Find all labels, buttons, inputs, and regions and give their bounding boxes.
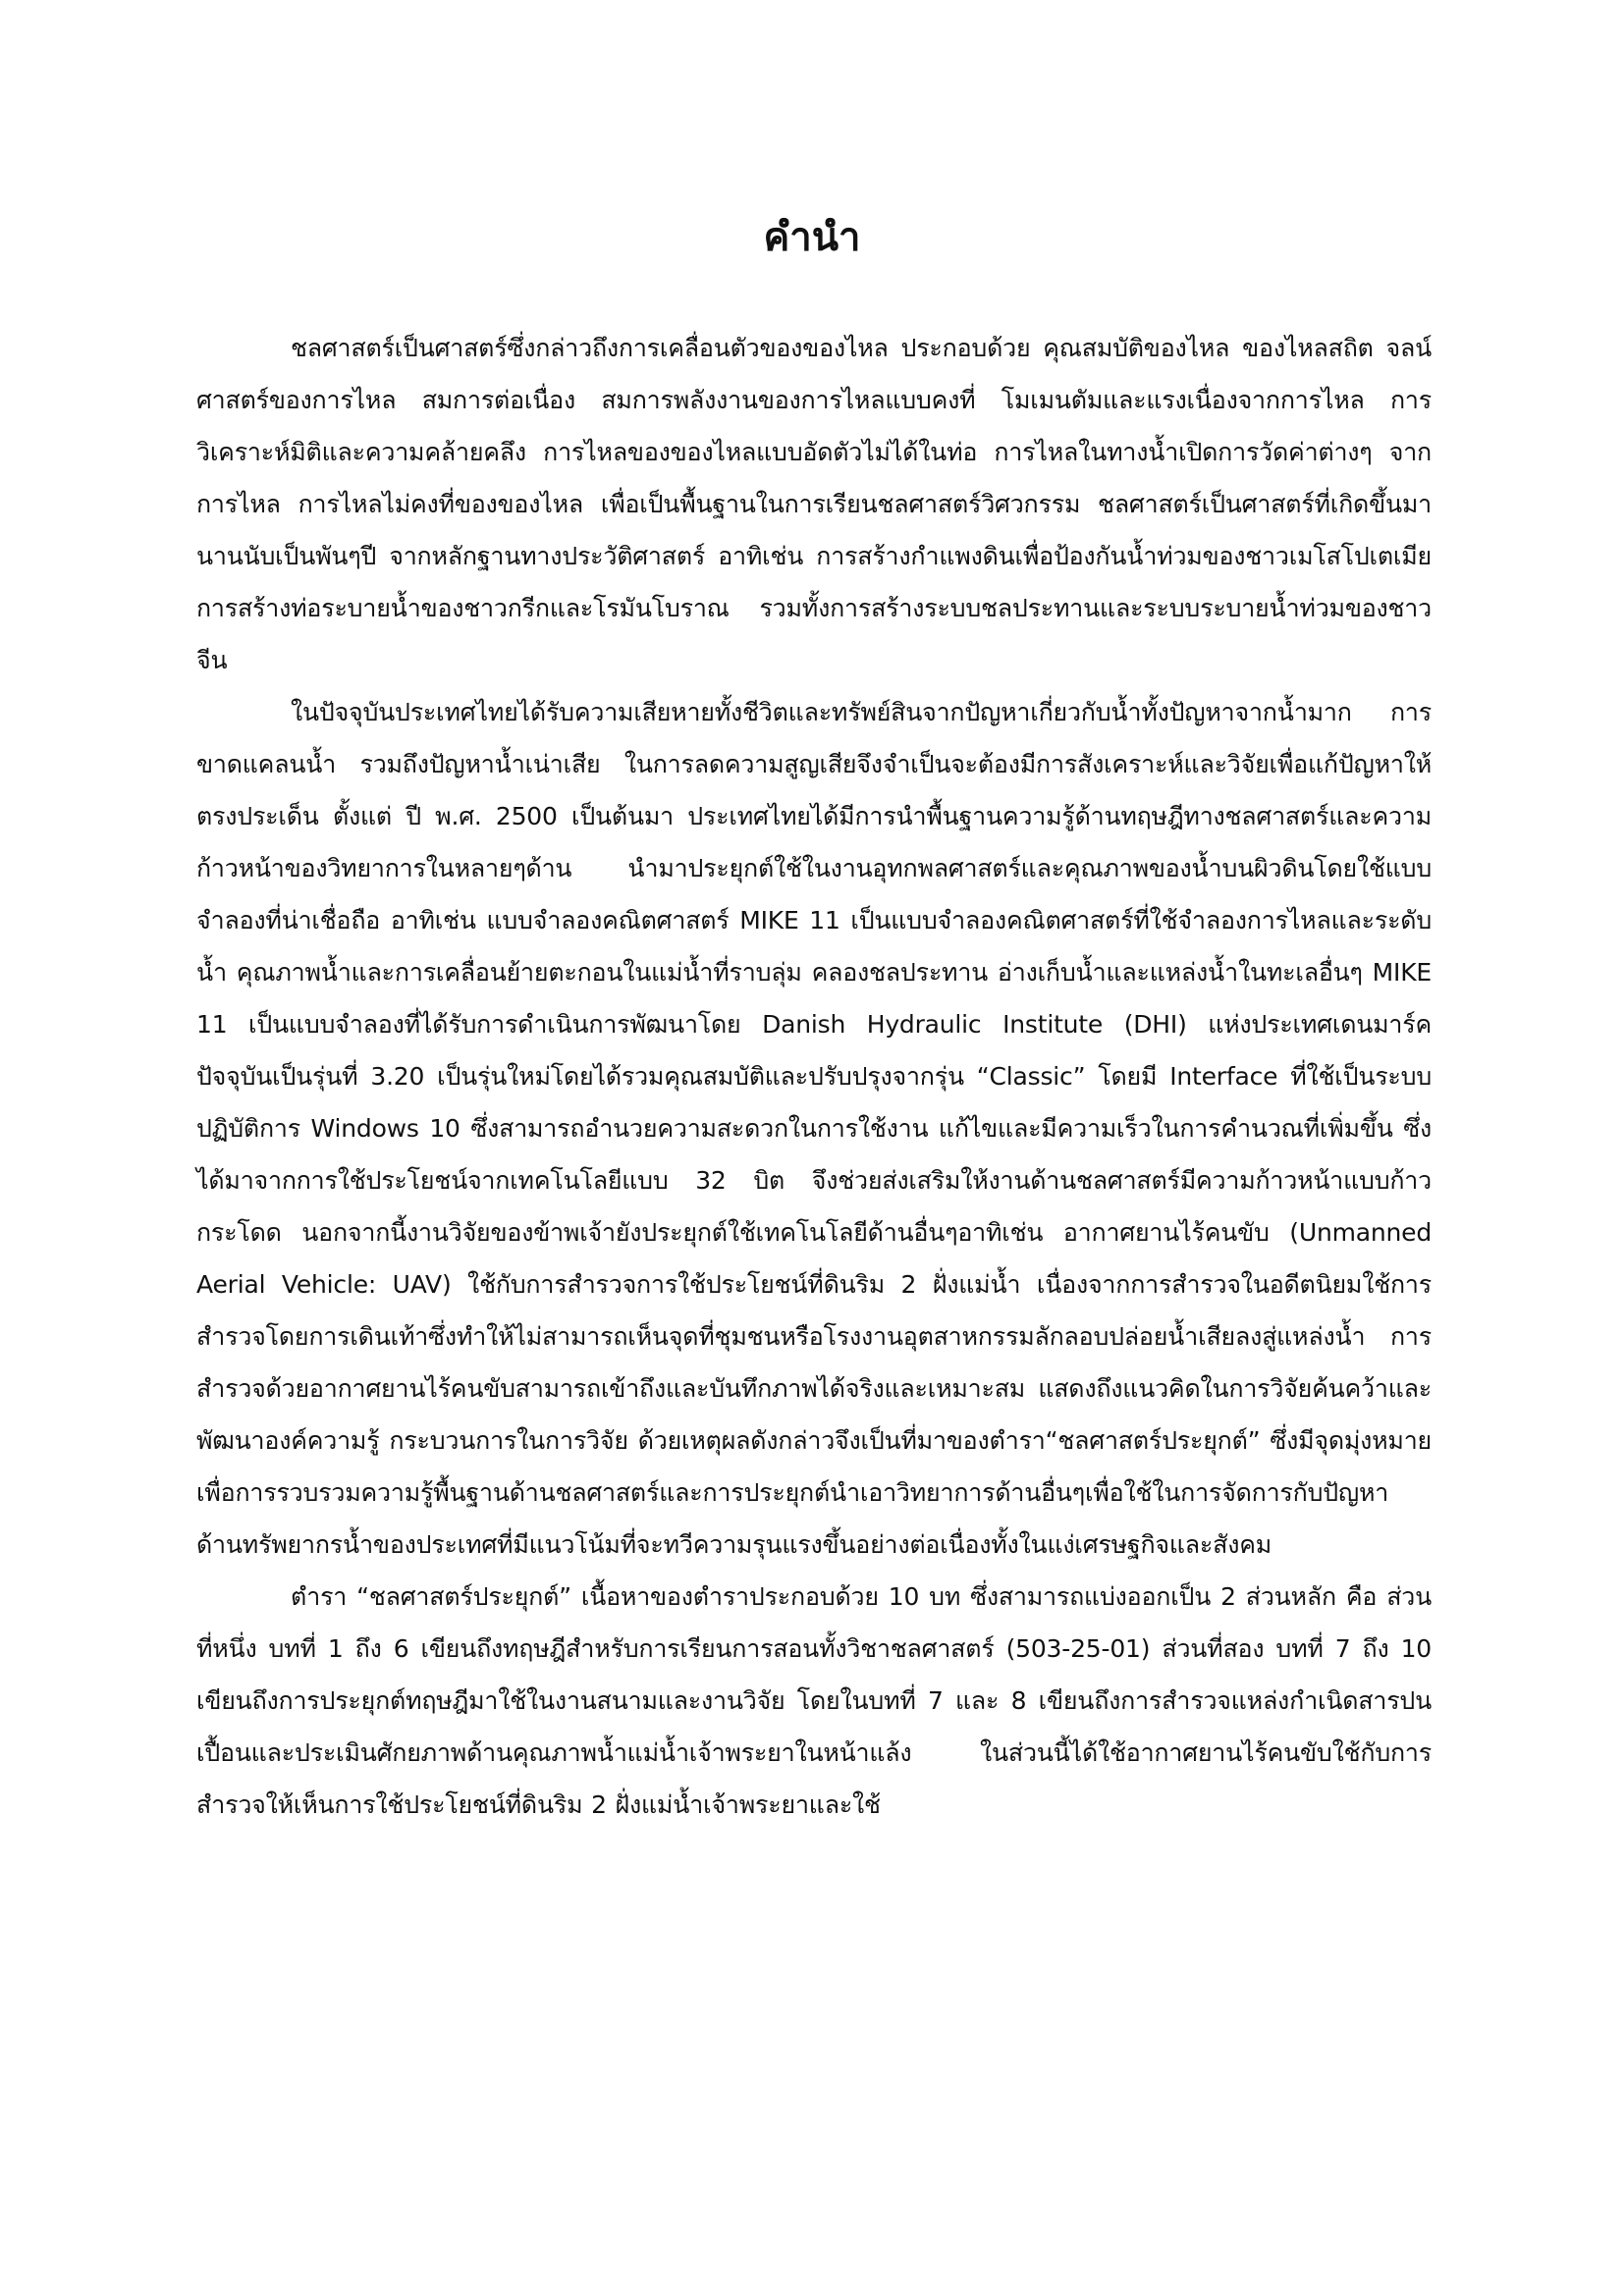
page-title: คำนำ: [763, 215, 861, 260]
paragraph-2: ในปัจจุบันประเทศไทยได้รับความเสียหายทั้งชีวิตและทรัพย์สินจากปัญหาเกี่ยวกับน้ำทั้งปัญหาจากน้ำมาก การขาดแคลนน้ำ รวมถึงปัญหาน้ำเน่าเสีย ในการลดความสูญเสียจึงจำเป็นจะต้องมีการสังเคราะห์และวิจัยเพื่อแก้ปัญหาให้ตรงประเด็น ตั้งแต่ ปี พ.ศ. 2500 เป็นต้นมา ประเทศไทยได้มีการนำพื้นฐานความรู้ด้านทฤษฎีทางชลศาสตร์และความก้าวหน้าของวิทยาการในหลายๆด้าน นำมาประยุกต์ใช้ในงานอุทกพลศาสตร์และคุณภาพของน้ำบนผิวดินโดยใช้แบบจำลองที่น่าเชื่อถือ อาทิเช่น แบบจำลองคณิตศาสตร์ MIKE 11 เป็นแบบจำลองคณิตศาสตร์ที่ใช้จำลองการไหลและระดับน้ำ คุณภาพน้ำและการเคลื่อนย้ายตะกอนในแม่น้ำที่ราบลุ่ม คลองชลประทาน อ่างเก็บน้ำและแหล่งน้ำในทะเลอื่นๆ MIKE 11 เป็นแบบจำลองที่ได้รับการดำเนินการพัฒนาโดย Danish Hydraulic Institute (DHI) แห่งประเทศเดนมาร์ค ปัจจุบันเป็นรุ่นที่ 3.20 เป็นรุ่นใหม่โดยได้รวมคุณสมบัติและปรับปรุงจากรุ่น “Classic” โดยมี Interface ที่ใช้เป็นระบบปฏิบัติการ Windows 10 ซึ่งสามารถอำนวยความสะดวกในการใช้งาน แก้ไขและมีความเร็วในการคำนวณที่เพิ่มขึ้น ซึ่งได้มาจากการใช้ประโยชน์จากเทคโนโลยีแบบ 32 บิต จึงช่วยส่งเสริมให้งานด้านชลศาสตร์มีความก้าวหน้าแบบก้าวกระโดด นอกจากนี้งานวิจัยของข้าพเจ้ายังประยุกต์ใช้เทคโนโลยีด้านอื่นๆอาทิเช่น อากาศยานไร้คนขับ (Unmanned Aerial Vehicle: UAV) ใช้กับการสำรวจการใช้ประโยชน์ที่ดินริม 2 ฝั่งแม่น้ำ เนื่องจากการสำรวจในอดีตนิยมใช้การสำรวจโดยการเดินเท้าซึ่งทำให้ไม่สามารถเห็นจุดที่ชุมชนหรือโรงงานอุตสาหกรรมลักลอบปล่อยน้ำเสียลงสู่แหล่งน้ำ การสำรวจด้วยอากาศยานไร้คนขับสามารถเข้าถึงและบันทึกภาพได้จริงและเหมาะสม แสดงถึงแนวคิดในการวิจัยค้นคว้าและพัฒนาองค์ความรู้ กระบวนการในการวิจัย ด้วยเหตุผลดังกล่าวจึงเป็นที่มาของตำรา“ชลศาสตร์ประยุกต์” ซึ่งมีจุดมุ่งหมายเพื่อการรวบรวมความรู้พื้นฐานด้านชลศาสตร์และการประยุกต์นำเอาวิทยาการด้านอื่นๆเพื่อใช้ในการจัดการกับปัญหาด้านทรัพยากรน้ำของประเทศที่มีแนวโน้มที่จะทวีความรุนแรงขึ้นอย่างต่อเนื่องทั้งในแง่เศรษฐกิจและสังคม: [196, 698, 1432, 1559]
paragraph-3: ตำรา “ชลศาสตร์ประยุกต์” เนื้อหาของตำราประกอบด้วย 10 บท ซึ่งสามารถแบ่งออกเป็น 2 ส่วนหลัก คือ ส่วนที่หนึ่ง บทที่ 1 ถึง 6 เขียนถึงทฤษฎีสำหรับการเรียนการสอนทั้งวิชาชลศาสตร์ (503-25-01) ส่วนที่สอง บทที่ 7 ถึง 10 เขียนถึงการประยุกต์ทฤษฎีมาใช้ในงานสนามและงานวิจัย โดยในบทที่ 7 และ 8 เขียนถึงการสำรวจแหล่งกำเนิดสารปนเปื้อนและประเมินศักยภาพด้านคุณภาพน้ำแม่น้ำเจ้าพระยาในหน้าแล้ง ในส่วนนี้ได้ใช้อากาศยานไร้คนขับใช้กับการสำรวจให้เห็นการใช้ประโยชน์ที่ดินริม 2 ฝั่งแม่น้ำเจ้าพระยาและใช้: [196, 1582, 1432, 1819]
paragraph-1: ชลศาสตร์เป็นศาสตร์ซึ่งกล่าวถึงการเคลื่อนตัวของของไหล ประกอบด้วย คุณสมบัติของไหล ของไหลสถิต จลน์ศาสตร์ของการไหล สมการต่อเนื่อง สมการพลังงานของการไหลแบบคงที่ โมเมนตัมและแรงเนื่องจากการไหล การวิเคราะห์มิติและความคล้ายคลึง การไหลของของไหลแบบอัดตัวไม่ได้ในท่อ การไหลในทางน้ำเปิดการวัดค่าต่างๆ จากการไหล การไหลไม่คงที่ของของไหล เพื่อเป็นพื้นฐานในการเรียนชลศาสตร์วิศวกรรม ชลศาสตร์เป็นศาสตร์ที่เกิดขึ้นมานานนับเป็นพันๆปี จากหลักฐานทางประวัติศาสตร์ อาทิเช่น การสร้างกำแพงดินเพื่อป้องกันน้ำท่วมของชาวเมโสโปเตเมีย การสร้างท่อระบายน้ำของชาวกรีกและโรมันโบราณ รวมทั้งการสร้างระบบชลประทานและระบบระบายน้ำท่วมของชาวจีน: [196, 334, 1432, 674]
body-text: [196, 322, 1432, 1831]
